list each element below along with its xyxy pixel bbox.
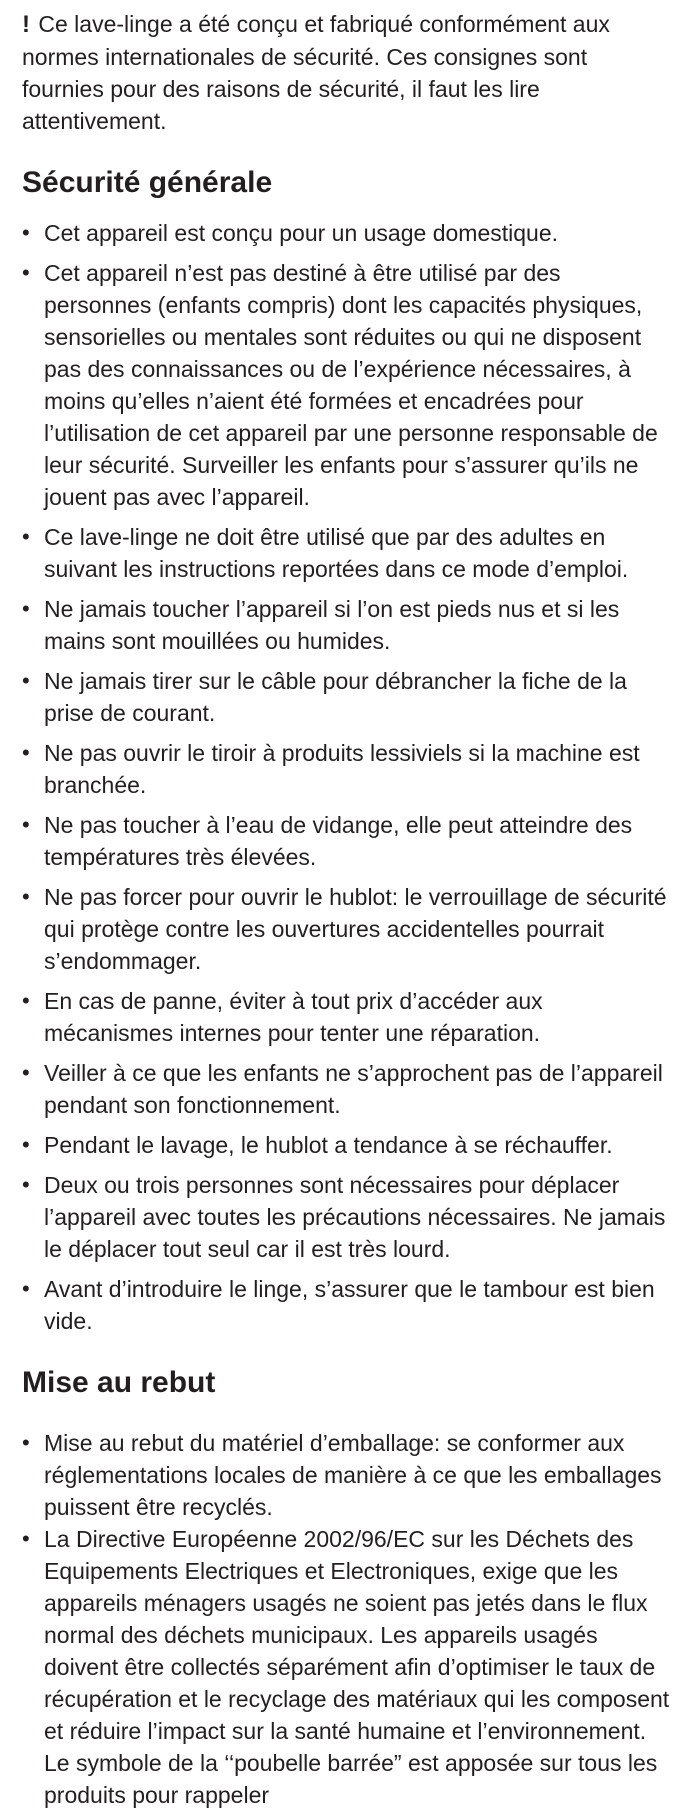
- bullet-icon: •: [22, 220, 30, 245]
- list-item: [22, 1057, 670, 1121]
- bullet-icon: •: [22, 668, 30, 693]
- list-item-text: La Directive Européenne 2002/96/EC sur les Déchets des Equipements Electriques et Electroniques, exige que les appareils ménagers usagés ne soient pas jetés dans le flux normal des déchets municipaux. Les appareils usagés doivent être collectés séparément afin d’optimiser le taux de récupération et le recyclage des matériaux qui les composent et réduire l’impact sur la santé humaine et l’environnement. Le symbole de la ‘‘poubelle barrée” est apposée sur tous les produits pour rappeler: [44, 1526, 670, 1808]
- list-item-text: Ne pas toucher à l’eau de vidange, elle peut atteindre des températures très élevées.: [44, 812, 633, 870]
- list-item-text: Cet appareil n’est pas destiné à être utilisé par des personnes (enfants compris) dont les capacités physiques, sensorielles ou mentales sont réduites ou qui ne disposent pas des connaissances ou de l’expérience nécessaires, à moins qu’elles n’aient été formées et encadrées pour l’utilisation de cet appareil par une personne responsable de leur sécurité. Surveiller les enfants pour s’assurer qu’ils ne jouent pas avec l’appareil.: [44, 260, 658, 510]
- list-item: [22, 1273, 670, 1337]
- list-item-text: Deux ou trois personnes sont nécessaires pour déplacer l’appareil avec toutes les précautions nécessaires. Ne jamais le déplacer tout seul car il est très lourd.: [44, 1172, 666, 1262]
- intro-paragraph: [22, 8, 670, 137]
- list-item: [22, 593, 670, 657]
- list-item-text: Pendant le lavage, le hublot a tendance à se réchauffer.: [44, 1132, 613, 1158]
- bullet-icon: •: [22, 1276, 30, 1301]
- warning-mark-icon: !: [22, 11, 30, 38]
- list-item: [22, 521, 670, 585]
- bullet-icon: •: [22, 596, 30, 621]
- general-safety-list: [22, 217, 670, 1337]
- list-item: [22, 809, 670, 873]
- bullet-icon: •: [22, 1526, 30, 1551]
- list-item-text: Ce lave-linge ne doit être utilisé que par des adultes en suivant les instructions reportées dans ce mode d’emploi.: [44, 524, 629, 582]
- list-item-text: Veiller à ce que les enfants ne s’approchent pas de l’appareil pendant son fonctionnement.: [44, 1060, 663, 1118]
- section-heading-disposal: Mise au rebut: [22, 1366, 216, 1399]
- list-item: [22, 1169, 670, 1265]
- list-item-text: Ne pas ouvrir le tiroir à produits lessiviels si la machine est branchée.: [44, 740, 640, 798]
- list-item: [22, 217, 670, 249]
- bullet-icon: •: [22, 1060, 30, 1085]
- bullet-icon: •: [22, 740, 30, 765]
- list-item-text: Ne jamais tirer sur le câble pour débrancher la fiche de la prise de courant.: [44, 668, 627, 726]
- bullet-icon: •: [22, 1430, 30, 1455]
- list-item-text: Cet appareil est conçu pour un usage domestique.: [44, 220, 558, 246]
- intro-text: Ce lave-linge a été conçu et fabriqué conformément aux normes internationales de sécurité. Ces consignes sont fournies pour des raisons de sécurité, il faut les lire attentivement.: [22, 11, 610, 134]
- bullet-icon: •: [22, 524, 30, 549]
- list-item: [22, 881, 670, 977]
- bullet-icon: •: [22, 1172, 30, 1197]
- manual-page: [22, 8, 670, 1811]
- list-item-text: Mise au rebut du matériel d’emballage: se conformer aux réglementations locales de manière à ce que les emballages puissent être recyclés.: [44, 1430, 662, 1520]
- bullet-icon: •: [22, 884, 30, 909]
- bullet-icon: •: [22, 1132, 30, 1157]
- list-item: [22, 737, 670, 801]
- list-item: [22, 1427, 670, 1523]
- list-item: [22, 985, 670, 1049]
- list-item-text: Ne jamais toucher l’appareil si l’on est pieds nus et si les mains sont mouillées ou humides.: [44, 596, 620, 654]
- list-item: [22, 257, 670, 513]
- bullet-icon: •: [22, 260, 30, 285]
- list-item-text: Ne pas forcer pour ouvrir le hublot: le verrouillage de sécurité qui protège contre les ouvertures accidentelles pourrait s’endommager.: [44, 884, 667, 974]
- bullet-icon: •: [22, 812, 30, 837]
- section-heading-general-safety: Sécurité générale: [22, 166, 273, 199]
- list-item: [22, 1129, 670, 1161]
- list-item-text: Avant d’introduire le linge, s’assurer que le tambour est bien vide.: [44, 1276, 655, 1334]
- bullet-icon: •: [22, 988, 30, 1013]
- list-item: [22, 1523, 670, 1811]
- disposal-list: [22, 1427, 670, 1811]
- list-item: [22, 665, 670, 729]
- list-item-text: En cas de panne, éviter à tout prix d’accéder aux mécanismes internes pour tenter une réparation.: [44, 988, 543, 1046]
